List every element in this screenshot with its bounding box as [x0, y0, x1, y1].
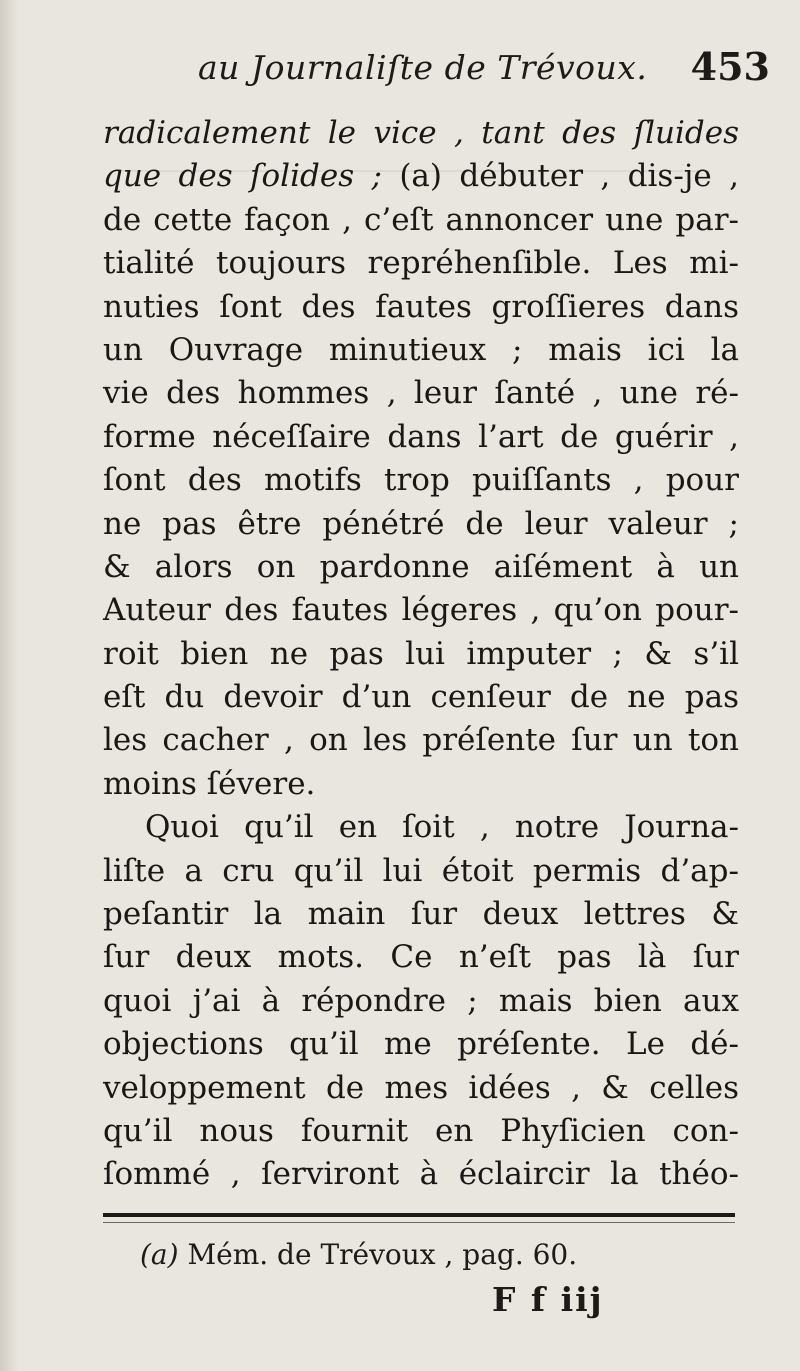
text-line: un Ouvrage minutieux ; mais ici la	[103, 331, 739, 368]
text-line: Auteur des fautes légeres , qu’on pour-	[103, 592, 739, 629]
text-line: liſte a cru qu’il lui étoit permis d’ap-	[103, 852, 739, 889]
text-line: qu’il nous fournit en Phyſicien con-	[103, 1112, 739, 1149]
text-line: nuties ſont des fautes groſſieres dans	[103, 288, 739, 325]
text-line: ſur deux mots. Ce n’eſt pas là ſur	[103, 939, 739, 976]
page-header	[190, 44, 770, 104]
text-line: de cette façon , c’eſt annoncer une par-	[103, 201, 739, 238]
text-line: les cacher , on les préſente ſur un ton	[103, 722, 739, 759]
footnote-marker: (a)	[140, 1238, 179, 1271]
text-line: quoi j’ai à répondre ; mais bien aux	[103, 982, 739, 1019]
italic-segment: que des ſolides ;	[103, 158, 382, 195]
text-line: ne pas être pénétré de leur valeur ;	[103, 505, 739, 542]
text-line: tialité toujours repréhenſible. Les mi-	[103, 245, 739, 282]
running-title: au Journaliſte de Trévoux.	[198, 48, 648, 87]
text-line	[103, 155, 739, 198]
text-line: peſantir la main ſur deux lettres &	[103, 896, 739, 933]
text-line: forme néceſſaire dans l’art de guérir ,	[103, 418, 739, 455]
paper-edge	[0, 0, 18, 1371]
text-line: ſont des motifs trop puiſſants , pour	[103, 462, 739, 499]
text-line: veloppement de mes idées , & celles	[103, 1069, 739, 1106]
page-number: 453	[690, 44, 770, 89]
text-line: moins ſévere.	[103, 765, 316, 802]
footnote	[140, 1238, 700, 1271]
footnote-rule-thin	[103, 1222, 735, 1223]
body-text	[103, 112, 739, 1197]
text-line: & alors on pardonne aiſément à un	[103, 548, 739, 585]
roman-segment: (a) débuter , dis-je ,	[381, 158, 739, 195]
text-line: Quoi qu’il en ſoit , notre Journa-	[145, 809, 739, 846]
text-line: roit bien ne pas lui imputer ; & s’il	[103, 635, 739, 672]
text-line: objections qu’il me préſente. Le dé-	[103, 1026, 739, 1063]
text-line: vie des hommes , leur ſanté , une ré-	[103, 375, 739, 412]
footnote-rule	[103, 1213, 735, 1217]
footnote-text: Mém. de Trévoux , pag. 60.	[187, 1238, 578, 1271]
text-line: eſt du devoir d’un cenſeur de ne pas	[103, 679, 739, 716]
text-line: ſommé , ſerviront à éclaircir la théo-	[103, 1156, 739, 1193]
signature-mark: F f iij	[492, 1280, 604, 1319]
text-line: radicalement le vice , tant des ſluides	[103, 115, 739, 151]
